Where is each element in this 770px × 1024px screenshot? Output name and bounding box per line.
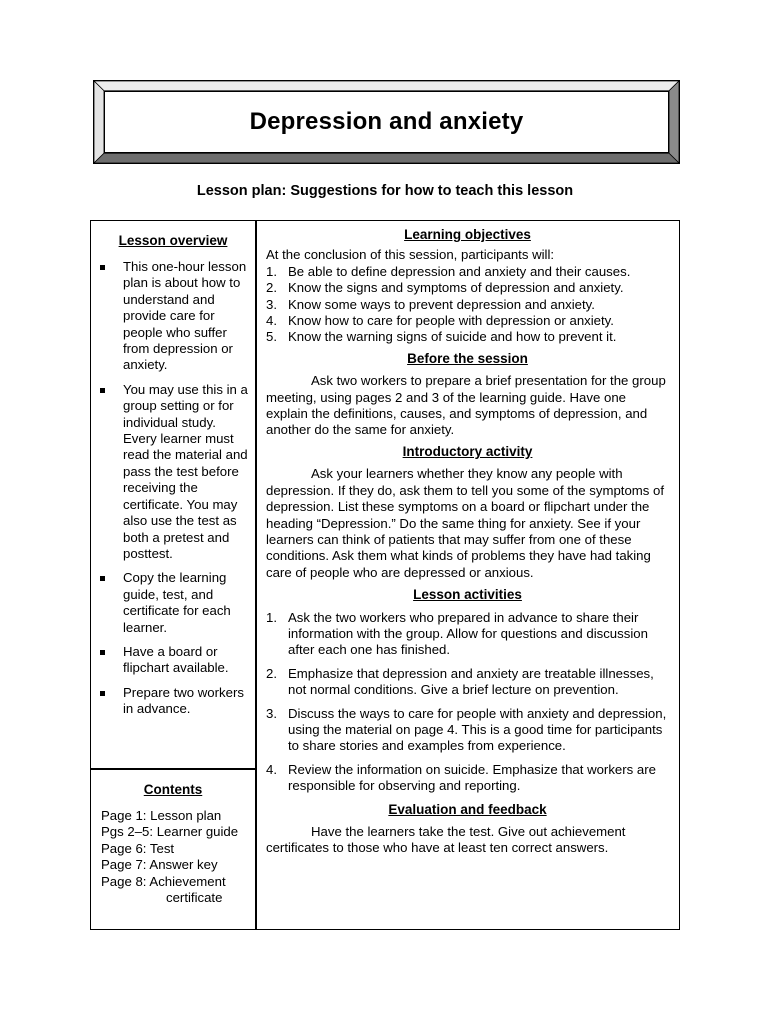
item-number: 1.: [266, 263, 277, 279]
item-text: Know the warning signs of suicide and how to prevent it.: [288, 329, 617, 345]
before-session-text: Ask two workers to prepare a brief presentation for the group meeting, using pages 2 and 3 of the learning guide. Have one explain the definitions, causes, and symptoms of depression, and another do the same for anxiety.: [266, 373, 666, 438]
bullet-icon: [100, 388, 105, 393]
list-item: [266, 610, 669, 659]
introductory-activity-text: Ask your learners whether they know any people with depression. If they do, ask them to tell you some of the symptoms of depression. List these symptoms on a board or flipchart under the heading “Depression.” Do the same thing for anxiety. See if your learners can think of patients that may suffer from one of these conditions. Ask them what kinds of problems they have had taking care of people who are depressed or anxious.: [266, 466, 665, 580]
title-box: [104, 91, 669, 153]
list-item: [91, 259, 255, 374]
item-number: 3.: [266, 296, 277, 312]
lesson-activities-heading: Lesson activities: [413, 587, 522, 603]
item-number: 2.: [266, 280, 277, 296]
item-text: Know the signs and symptoms of depression and anxiety.: [288, 280, 624, 296]
right-column: [257, 221, 679, 929]
objectives-list: [266, 264, 669, 346]
lesson-overview-list: [91, 259, 255, 726]
title-frame: [93, 80, 680, 164]
contents-heading: Contents: [143, 782, 203, 797]
contents-line: Page 6: Test: [101, 840, 175, 856]
objectives-intro: At the conclusion of this session, participants will:: [266, 247, 555, 263]
page-title: Depression and anxiety: [249, 108, 524, 135]
item-number: 5.: [266, 329, 277, 345]
list-item: [266, 706, 669, 755]
lesson-overview-box: [91, 221, 255, 768]
contents-line: certificate: [166, 890, 223, 906]
evaluation-text: Have the learners take the test. Give out achievement certificates to those who have at least ten correct answers.: [266, 824, 626, 856]
item-text: Be able to define depression and anxiety and their causes.: [288, 263, 631, 279]
item-text: Ask the two workers who prepared in advance to share their information with the group. Allow for questions and discussion after each one has finished.: [288, 609, 648, 658]
item-text: Discuss the ways to care for people with anxiety and depression, using the material on page 4. This is a good time for participants to share stories and examples from experience.: [288, 705, 667, 754]
list-item: [266, 313, 669, 329]
list-item-text: This one-hour lesson plan is about how to understand and provide care for people who suffer from depression or anxiety.: [123, 259, 247, 373]
subtitle: Lesson plan: Suggestions for how to teach this lesson: [196, 183, 574, 199]
bullet-icon: [100, 265, 105, 270]
item-text: Review the information on suicide. Emphasize that workers are responsible for observing and reporting.: [288, 761, 656, 794]
evaluation-heading: Evaluation and feedback: [388, 801, 547, 817]
bullet-icon: [100, 576, 105, 581]
bullet-icon: [100, 650, 105, 655]
item-number: 4.: [266, 313, 277, 329]
contents-line: Page 1: Lesson plan: [101, 808, 222, 823]
contents-line: Page 8: Achievement: [101, 873, 226, 889]
list-item: [266, 329, 669, 345]
contents-list: [101, 808, 251, 906]
list-item: [266, 297, 669, 313]
item-text: Know how to care for people with depression or anxiety.: [288, 313, 614, 329]
lesson-plan-table: [90, 220, 680, 930]
left-column: [91, 221, 257, 929]
list-item: [91, 685, 255, 718]
lesson-overview-heading: Lesson overview: [118, 233, 228, 248]
list-item-text: Copy the learning guide, test, and certificate for each learner.: [123, 570, 231, 635]
list-item: [266, 762, 669, 795]
introductory-activity-heading: Introductory activity: [402, 443, 533, 459]
list-item: [91, 382, 255, 562]
list-item: [91, 570, 255, 636]
list-item: [266, 264, 669, 280]
list-item-text: Prepare two workers in advance.: [123, 684, 244, 717]
contents-line: Pgs 2–5: Learner guide: [101, 824, 239, 840]
list-item: [266, 666, 669, 699]
item-number: 4.: [266, 761, 277, 777]
contents-line: Page 7: Answer key: [101, 857, 218, 873]
bullet-icon: [100, 691, 105, 696]
item-number: 1.: [266, 609, 277, 625]
list-item: [91, 644, 255, 677]
item-text: Know some ways to prevent depression and anxiety.: [288, 296, 595, 312]
item-number: 3.: [266, 705, 277, 721]
list-item-text: You may use this in a group setting or for individual study. Every learner must read the material and pass the test before receiving the certificate. You may also use the test as both a pretest and posttest.: [123, 381, 248, 561]
item-text: Emphasize that depression and anxiety are treatable illnesses, not normal conditions. Give a brief lecture on prevention.: [288, 665, 654, 698]
learning-objectives-heading: Learning objectives: [404, 227, 531, 242]
before-session-heading: Before the session: [407, 350, 528, 366]
item-number: 2.: [266, 665, 277, 681]
contents-box: [91, 768, 255, 929]
list-item: [266, 280, 669, 296]
activities-list: [266, 610, 669, 795]
list-item-text: Have a board or flipchart available.: [123, 643, 229, 676]
